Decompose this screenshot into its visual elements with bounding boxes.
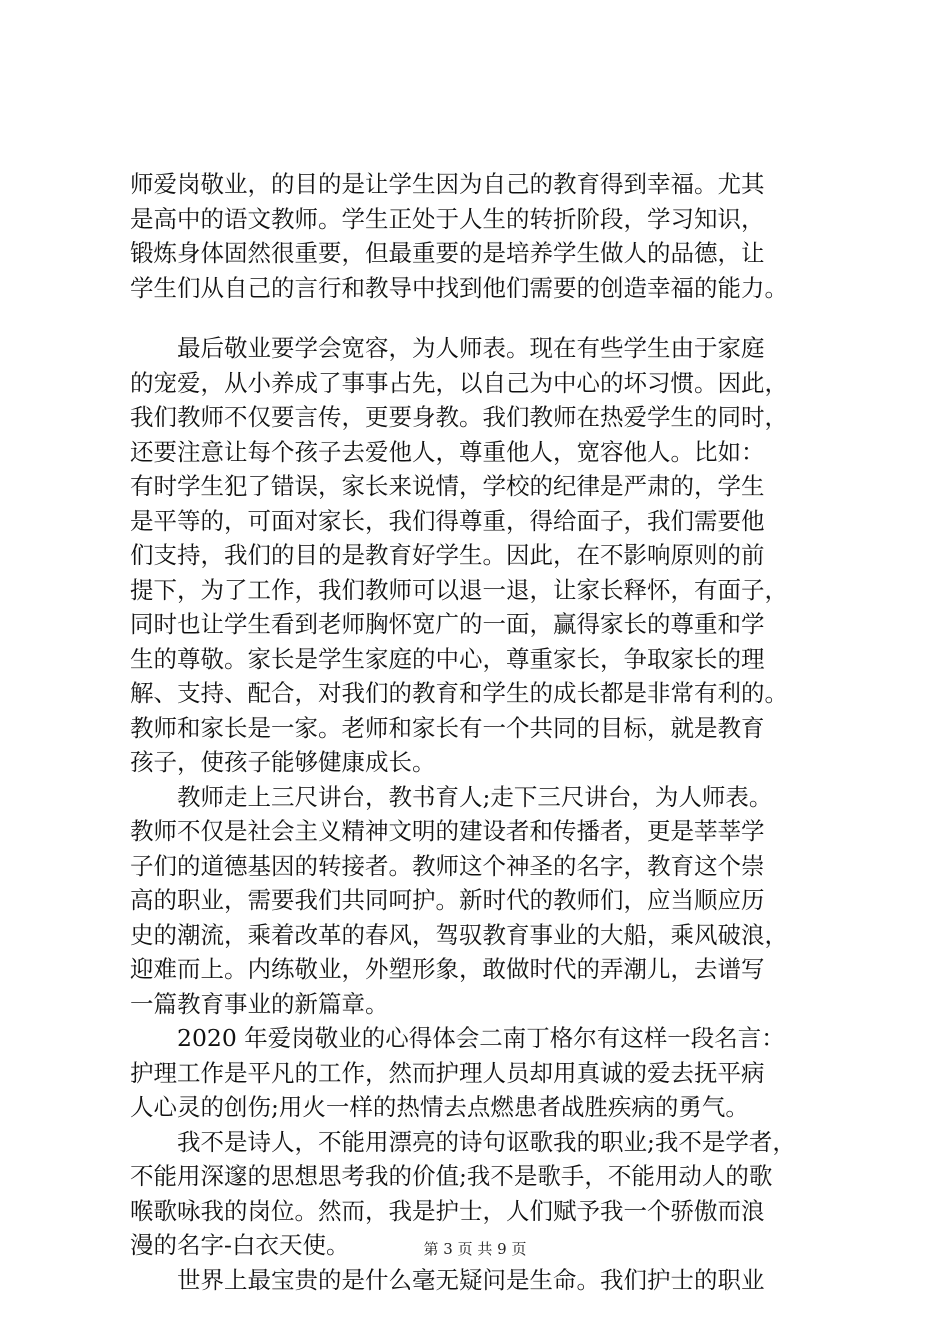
text-line: 2020 年爱岗敬业的心得体会二南丁格尔有这样一段名言： xyxy=(177,1024,785,1052)
text-line: 还要注意让每个孩子去爱他人，尊重他人，宽容他人。比如： xyxy=(130,437,765,466)
text-line: 是平等的，可面对家长，我们得尊重，得给面子，我们需要他 xyxy=(130,506,765,535)
text-line: 教师和家长是一家。老师和家长有一个共同的目标，就是教育 xyxy=(130,713,765,742)
text-line: 是高中的语文教师。学生正处于人生的转折阶段，学习知识， xyxy=(130,204,765,233)
text-line: 我们教师不仅要言传，更要身教。我们教师在热爱学生的同时， xyxy=(130,403,788,431)
paragraph xyxy=(130,331,860,780)
text-line: 高的职业，需要我们共同呵护。新时代的教师们，应当顺应历 xyxy=(130,886,765,914)
text-line: 一篇教育事业的新篇章。 xyxy=(130,989,389,1018)
paragraph-gap xyxy=(130,305,860,331)
text-line: 人心灵的创伤;用火一样的热情去点燃患者战胜疾病的勇气。 xyxy=(130,1093,749,1121)
text-line: 学生们从自己的言行和教导中找到他们需要的创造幸福的能力。 xyxy=(130,273,788,302)
text-line: 孩子，使孩子能够健康成长。 xyxy=(130,748,436,776)
document-body xyxy=(130,167,860,1297)
text-line: 教师不仅是社会主义精神文明的建设者和传播者，更是莘莘学 xyxy=(130,817,765,845)
text-line: 有时学生犯了错误，家长来说情，学校的纪律是严肃的，学生 xyxy=(130,472,765,500)
text-line: 锻炼身体固然很重要，但最重要的是培养学生做人的品德，让 xyxy=(130,239,765,267)
text-line: 迎难而上。内练敬业，外塑形象，敢做时代的弄潮儿，去谱写 xyxy=(130,955,765,983)
paragraph xyxy=(130,1263,860,1298)
text-line: 漫的名字-白衣天使。 xyxy=(130,1231,350,1259)
text-line: 史的潮流，乘着改革的春风，驾驭教育事业的大船，乘风破浪， xyxy=(130,920,788,949)
text-line: 我不是诗人，不能用漂亮的诗句讴歌我的职业;我不是学者， xyxy=(177,1127,796,1156)
text-line: 提下，为了工作，我们教师可以退一退，让家长释怀，有面子， xyxy=(130,575,788,604)
paragraph xyxy=(130,1021,860,1125)
page-number-footer: 第 3 页 共 9 页 xyxy=(423,1240,527,1258)
text-line: 护理工作是平凡的工作，然而护理人员却用真诚的爱去抚平病 xyxy=(130,1058,765,1087)
text-line: 最后敬业要学会宽容，为人师表。现在有些学生由于家庭 xyxy=(177,334,765,362)
text-line: 同时也让学生看到老师胸怀宽广的一面，赢得家长的尊重和学 xyxy=(130,610,765,638)
text-line: 喉歌咏我的岗位。然而，我是护士，人们赋予我一个骄傲而浪 xyxy=(130,1196,765,1225)
text-line: 子们的道德基因的转接者。教师这个神圣的名字，教育这个崇 xyxy=(130,851,765,880)
text-line: 不能用深邃的思想思考我的价值;我不是歌手，不能用动人的歌 xyxy=(130,1162,773,1190)
paragraph xyxy=(130,167,860,305)
paragraph xyxy=(130,780,860,1022)
text-line: 世界上最宝贵的是什么毫无疑问是生命。我们护士的职业 xyxy=(177,1265,765,1294)
text-line: 生的尊敬。家长是学生家庭的中心，尊重家长，争取家长的理 xyxy=(130,644,765,673)
text-line: 师爱岗敬业，的目的是让学生因为自己的教育得到幸福。尤其 xyxy=(130,170,765,198)
text-line: 们支持，我们的目的是教育好学生。因此，在不影响原则的前 xyxy=(130,541,765,569)
text-line: 教师走上三尺讲台，教书育人;走下三尺讲台，为人师表。 xyxy=(177,782,773,811)
text-line: 的宠爱，从小养成了事事占先，以自己为中心的坏习惯。因此， xyxy=(130,368,788,397)
text-line: 解、支持、配合，对我们的教育和学生的成长都是非常有利的。 xyxy=(130,679,788,707)
